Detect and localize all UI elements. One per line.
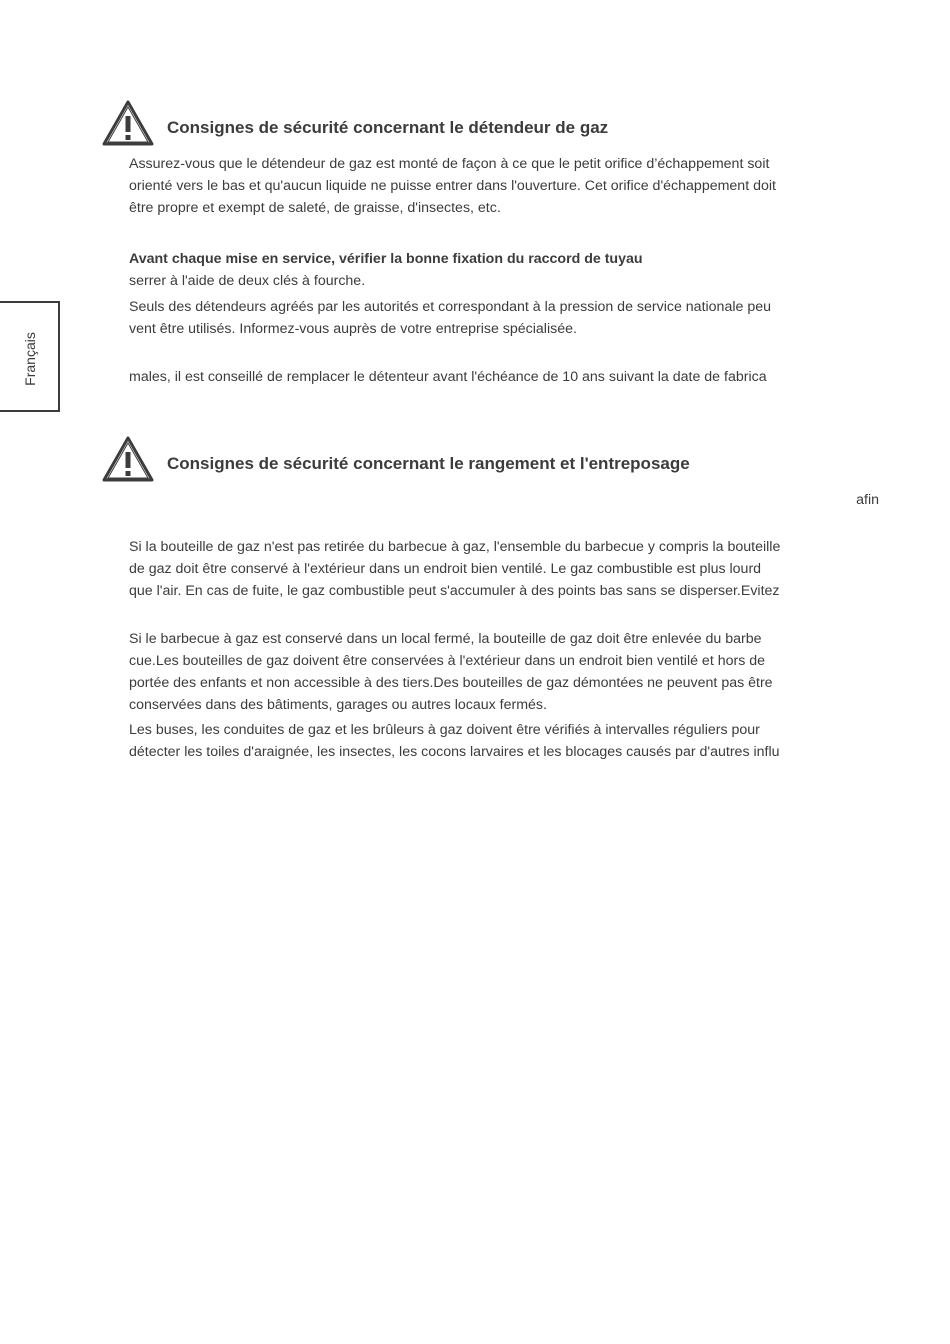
- paragraph-line: Les buses, les conduites de gaz et les brûleurs à gaz doivent être vérifiés à intervalles réguliers pour: [129, 722, 760, 738]
- paragraph-line: portée des enfants et non accessible à des tiers.Des bouteilles de gaz démontées ne peuvent pas être: [129, 675, 773, 691]
- warning-icon: [101, 99, 155, 147]
- paragraph-line: être propre et exempt de saleté, de graisse, d'insectes, etc.: [129, 200, 501, 216]
- paragraph-line: Seuls des détendeurs agréés par les autorités et correspondant à la pression de service nationale peu: [129, 299, 771, 315]
- bold-instruction-line: Avant chaque mise en service, vérifier la bonne fixation du raccord de tuyau: [129, 251, 643, 267]
- paragraph-line: Si la bouteille de gaz n'est pas retirée du barbecue à gaz, l'ensemble du barbecue y compris la bouteille: [129, 539, 781, 555]
- paragraph-line: serrer à l'aide de deux clés à fourche.: [129, 273, 366, 289]
- paragraph-line: afin: [856, 492, 879, 508]
- paragraph-line: conservées dans des bâtiments, garages ou autres locaux fermés.: [129, 697, 547, 713]
- paragraph-line: cue.Les bouteilles de gaz doivent être conservées à l'extérieur dans un endroit bien ventilé et hors de: [129, 653, 766, 669]
- language-tab: [0, 301, 60, 412]
- paragraph-line: de gaz doit être conservé à l'extérieur dans un endroit bien ventilé. Le gaz combustible est plus lourd: [129, 561, 762, 577]
- paragraph-line: Si le barbecue à gaz est conservé dans un local fermé, la bouteille de gaz doit être enlevée du barbe: [129, 631, 762, 647]
- paragraph-line: détecter les toiles d'araignée, les insectes, les cocons larvaires et les blocages causés par d'autres influ: [129, 744, 780, 760]
- language-tab-label: Français: [22, 332, 38, 386]
- paragraph-line: Assurez-vous que le détendeur de gaz est monté de façon à ce que le petit orifice d’échappement soit: [129, 156, 770, 172]
- paragraph-line: vent être utilisés. Informez-vous auprès de votre entreprise spécialisée.: [129, 321, 577, 337]
- paragraph-line: orienté vers le bas et qu'aucun liquide ne puisse entrer dans l'ouverture. Cet orifice d'échappement doit: [129, 178, 776, 194]
- section-title-regulator: Consignes de sécurité concernant le détendeur de gaz: [167, 118, 609, 137]
- warning-icon: [101, 435, 155, 483]
- paragraph-line: males, il est conseillé de remplacer le détenteur avant l'échéance de 10 ans suivant la date de fabrica: [129, 369, 767, 385]
- paragraph-line: que l'air. En cas de fuite, le gaz combustible peut s'accumuler à des points bas sans se disperser.Evitez: [129, 583, 780, 599]
- section-title-storage: Consignes de sécurité concernant le rangement et l'entreposage: [167, 454, 690, 473]
